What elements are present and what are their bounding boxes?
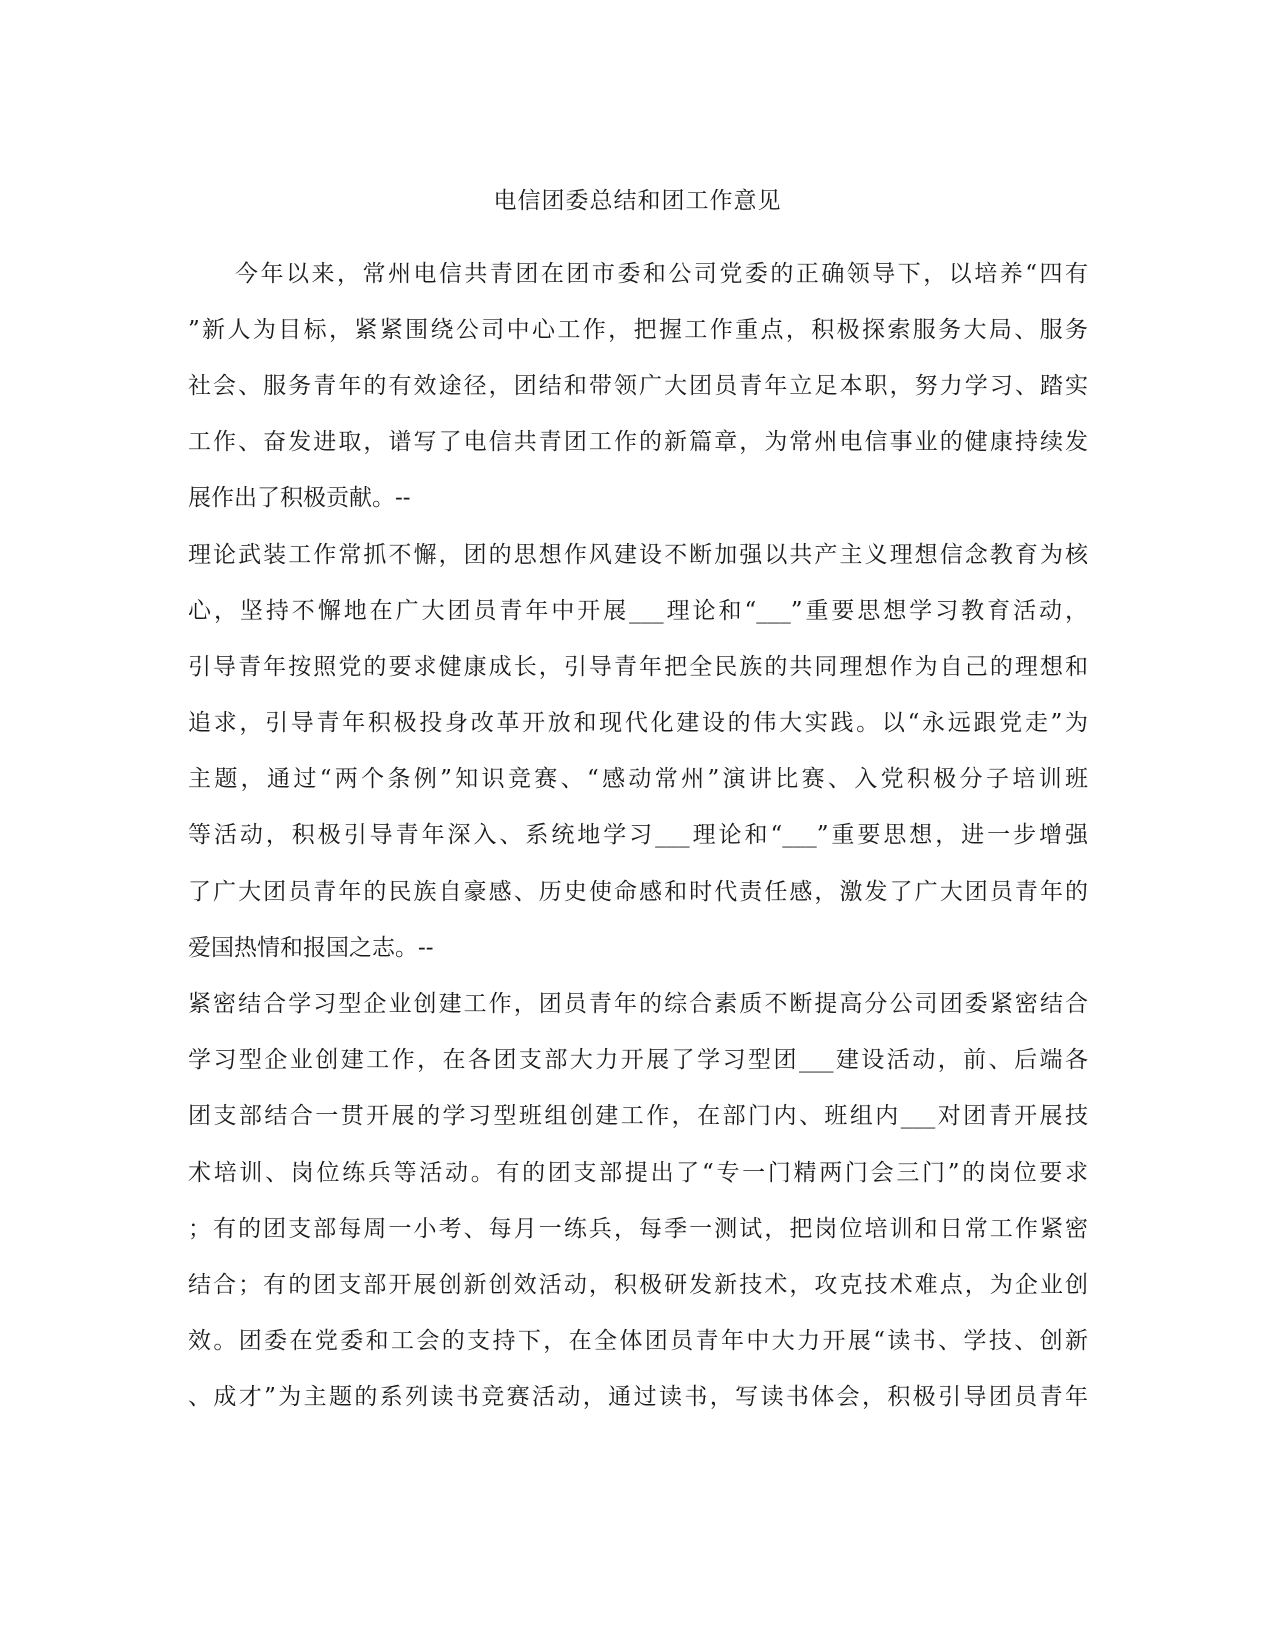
- paragraph-line: 展作出了积极贡献。--: [188, 485, 411, 511]
- paragraph-line: 团支部结合一贯开展的学习型班组创建工作，在部门内、班组内___对团青开展技: [188, 1103, 1088, 1129]
- paragraph-line: 追求，引导青年积极投身改革开放和现代化建设的伟大实践。以“永远跟党走”为: [188, 710, 1088, 736]
- paragraph-line: 等活动，积极引导青年深入、系统地学习___理论和“___”重要思想，进一步增强: [188, 822, 1088, 848]
- paragraph-line: 工作、奋发进取，谱写了电信共青团工作的新篇章，为常州电信事业的健康持续发: [188, 429, 1088, 455]
- paragraph-line: 术培训、岗位练兵等活动。有的团支部提出了“专一门精两门会三门”的岗位要求: [188, 1160, 1088, 1186]
- paragraph-line: 了广大团员青年的民族自豪感、历史使命感和时代责任感，激发了广大团员青年的: [188, 879, 1088, 905]
- paragraph-line: 紧密结合学习型企业创建工作，团员青年的综合素质不断提高分公司团委紧密结合: [188, 991, 1088, 1017]
- document-title: 电信团委总结和团工作意见: [493, 188, 782, 214]
- paragraph-line: ”新人为目标，紧紧围绕公司中心工作，把握工作重点，积极探索服务大局、服务: [188, 317, 1088, 343]
- paragraph-line: 理论武装工作常抓不懈，团的思想作风建设不断加强以共产主义理想信念教育为核: [188, 542, 1088, 568]
- paragraph-line: 主题，通过“两个条例”知识竞赛、“感动常州”演讲比赛、入党积极分子培训班: [188, 766, 1088, 792]
- paragraph-line: 结合；有的团支部开展创新创效活动，积极研发新技术，攻克技术难点，为企业创: [188, 1272, 1088, 1298]
- paragraph-line: 效。团委在党委和工会的支持下，在全体团员青年中大力开展“读书、学技、创新: [188, 1328, 1088, 1354]
- paragraph-line: 学习型企业创建工作，在各团支部大力开展了学习型团___建设活动，前、后端各: [188, 1047, 1088, 1073]
- paragraph-line: ；有的团支部每周一小考、每月一练兵，每季一测试，把岗位培训和日常工作紧密: [188, 1216, 1088, 1242]
- paragraph-line: 爱国热情和报国之志。--: [188, 935, 434, 961]
- paragraph-line: 社会、服务青年的有效途径，团结和带领广大团员青年立足本职，努力学习、踏实: [188, 373, 1088, 399]
- paragraph-line: 、成才”为主题的系列读书竞赛活动，通过读书，写读书体会，积极引导团员青年: [188, 1384, 1088, 1410]
- paragraph-line: 引导青年按照党的要求健康成长，引导青年把全民族的共同理想作为自己的理想和: [188, 654, 1088, 680]
- paragraph-line: 心，坚持不懈地在广大团员青年中开展___理论和“___”重要思想学习教育活动，: [188, 598, 1088, 624]
- paragraph-line: 今年以来，常州电信共青团在团市委和公司党委的正确领导下，以培养“四有: [235, 261, 1088, 287]
